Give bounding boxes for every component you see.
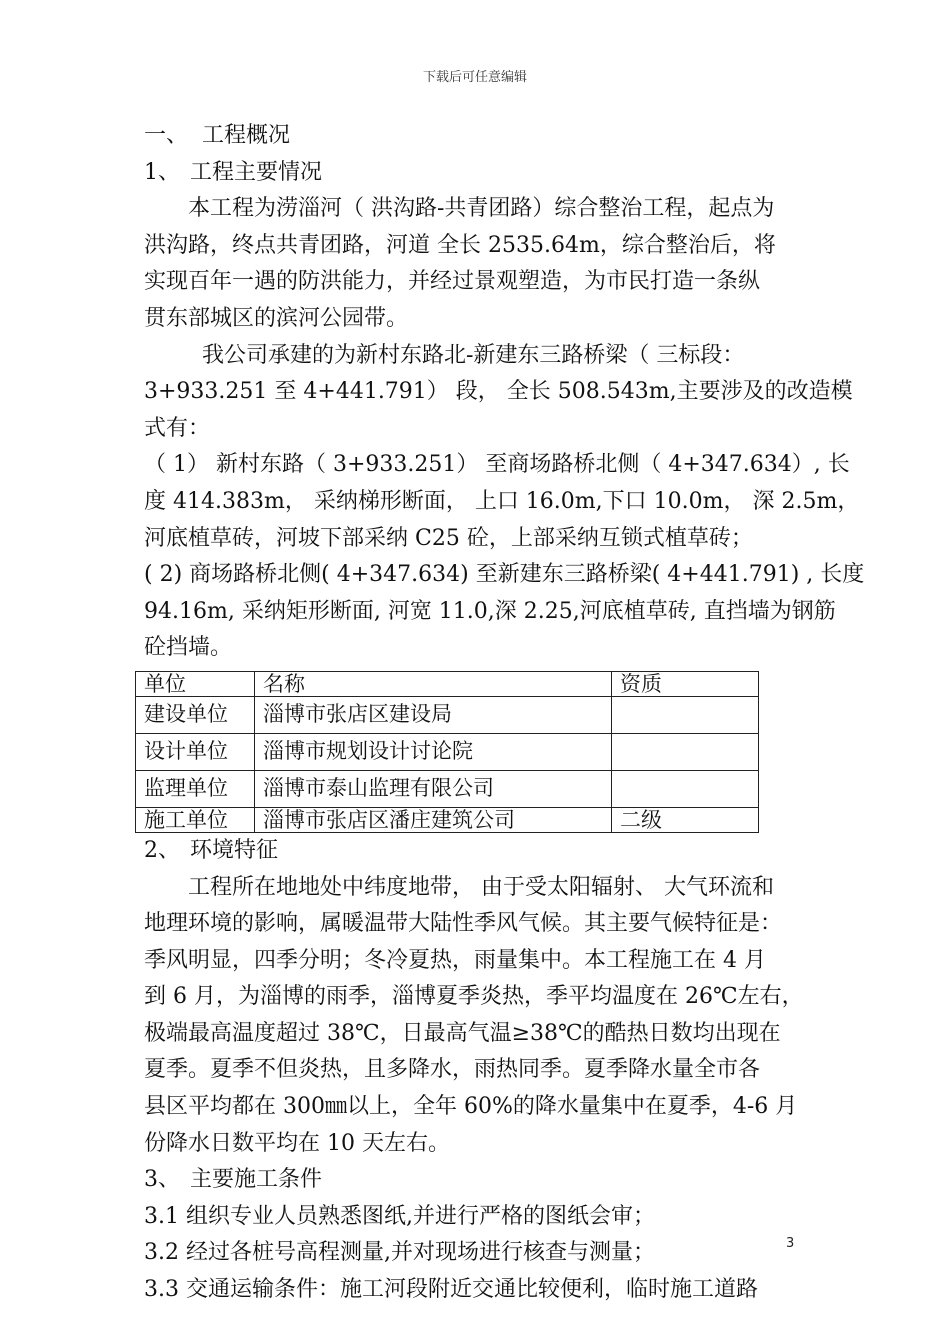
table-cell: 设计单位: [136, 733, 255, 770]
table-header-cell: 单位: [136, 671, 255, 696]
paragraph-line: 工程所在地地处中纬度地带， 由于受太阳辐射、 大气环流和: [188, 874, 774, 900]
paragraph-line: ( 2) 商场路桥北侧( 4+347.634) 至新建东三路桥梁( 4+441.791) , 长度: [144, 562, 865, 588]
list-item: 3.2 经过各桩号高程测量,并对现场进行核查与测量；: [144, 1240, 655, 1266]
paragraph-line: 份降水日数平均在 10 天左右。: [144, 1130, 450, 1156]
paragraph-line: 实现百年一遇的防洪能力，并经过景观塑造，为市民打造一条纵: [144, 269, 761, 295]
section-1-number: 一、: [144, 123, 189, 148]
paragraph-line: 县区平均都在 300㎜以上，全年 60%的降水量集中在夏季，4-6 月: [144, 1094, 798, 1120]
paragraph-mode-2: [144, 557, 865, 667]
table-cell: 施工单位: [136, 807, 255, 832]
section-2-title: 环境特征: [190, 837, 279, 863]
list-item: 3.3 交通运输条件：施工河段附近交通比较便利，临时施工道路: [144, 1277, 758, 1303]
paragraph-contract-scope: [144, 338, 853, 448]
table-row: [136, 733, 759, 770]
table-header-cell: 资质: [612, 671, 759, 696]
page-header-note: 下载后可任意编辑: [422, 70, 527, 85]
section-3-heading: [144, 1162, 808, 1199]
table-cell: [612, 733, 759, 770]
table-cell: 淄博市规划设计讨论院: [255, 733, 612, 770]
table-header-row: [136, 671, 759, 696]
paragraph-line: 式有：: [144, 415, 211, 441]
section-1-title: 工程概况: [202, 123, 291, 148]
table-cell: 淄博市张店区潘庄建筑公司: [255, 807, 612, 832]
paragraph-line: 我公司承建的为新村东路北-新建东三路桥梁（ 三标段：: [202, 342, 745, 368]
paragraph-line: 河底植草砖，河坡下部采纳 C25 砼，上部采纳互锁式植草砖；: [144, 525, 753, 551]
paragraph-project-overview: [144, 191, 808, 337]
participating-units-table: [135, 671, 759, 833]
table-row: [136, 807, 759, 832]
paragraph-line: 地理环境的影响，属暖温带大陆性季风气候。其主要气候特征是：: [144, 911, 783, 937]
table-cell: [612, 770, 759, 807]
paragraph-line: 极端最高温度超过 38℃，日最高气温≥38℃的酷热日数均出现在: [144, 1020, 781, 1046]
paragraph-line: 3+933.251 至 4+441.791） 段， 全长 508.543m,主要涉及的改造模: [144, 379, 853, 405]
subsection-1-title: 工程主要情况: [190, 159, 323, 185]
table-cell: [612, 696, 759, 733]
table-cell: 淄博市张店区建设局: [255, 696, 612, 733]
section-3-number: 3、: [144, 1167, 180, 1193]
table-row: [136, 696, 759, 733]
table-cell: 建设单位: [136, 696, 255, 733]
section-1-heading: [144, 118, 808, 155]
paragraph-line: 洪沟路，终点共青团路，河道 全长 2535.64m，综合整治后，将: [144, 232, 776, 258]
paragraph-environment: [144, 870, 808, 1163]
page-number: 3: [786, 1236, 795, 1251]
table-header-cell: 名称: [255, 671, 612, 696]
paragraph-line: 到 6 月，为淄博的雨季，淄博夏季炎热，季平均温度在 26℃左右，: [144, 984, 804, 1010]
paragraph-line: 季风明显，四季分明；冬冷夏热，雨量集中。本工程施工在 4 月: [144, 947, 766, 973]
paragraph-line: 贯东部城区的滨河公园带。: [144, 305, 409, 331]
paragraph-line: 夏季。夏季不但炎热，且多降水，雨热同季。夏季降水量全市各: [144, 1057, 761, 1083]
section-2-heading: [144, 833, 808, 870]
construction-conditions-list: [144, 1199, 808, 1309]
document-body: [144, 118, 865, 1309]
section-3-title: 主要施工条件: [190, 1167, 323, 1193]
paragraph-mode-1: [144, 447, 860, 557]
table-row: [136, 770, 759, 807]
paragraph-line: 本工程为涝淄河（ 洪沟路-共青团路）综合整治工程，起点为: [188, 196, 775, 222]
paragraph-line: （ 1） 新村东路（ 3+933.251） 至商场路桥北侧（ 4+347.634）, 长: [144, 452, 850, 478]
table-cell: 淄博市泰山监理有限公司: [255, 770, 612, 807]
list-item: 3.1 组织专业人员熟悉图纸,并进行严格的图纸会审；: [144, 1203, 655, 1229]
paragraph-line: 度 414.383m， 采纳梯形断面， 上口 16.0m,下口 10.0m， 深 2.5m，: [144, 488, 860, 514]
table-cell: 二级: [612, 807, 759, 832]
section-2-number: 2、: [144, 837, 180, 863]
subsection-1-heading: [144, 155, 808, 192]
subsection-1-number: 1、: [144, 159, 180, 185]
paragraph-line: 94.16m, 采纳矩形断面, 河宽 11.0,深 2.25,河底植草砖, 直挡墙为钢筋: [144, 598, 836, 624]
paragraph-line: 砼挡墙。: [144, 635, 233, 661]
table-cell: 监理单位: [136, 770, 255, 807]
